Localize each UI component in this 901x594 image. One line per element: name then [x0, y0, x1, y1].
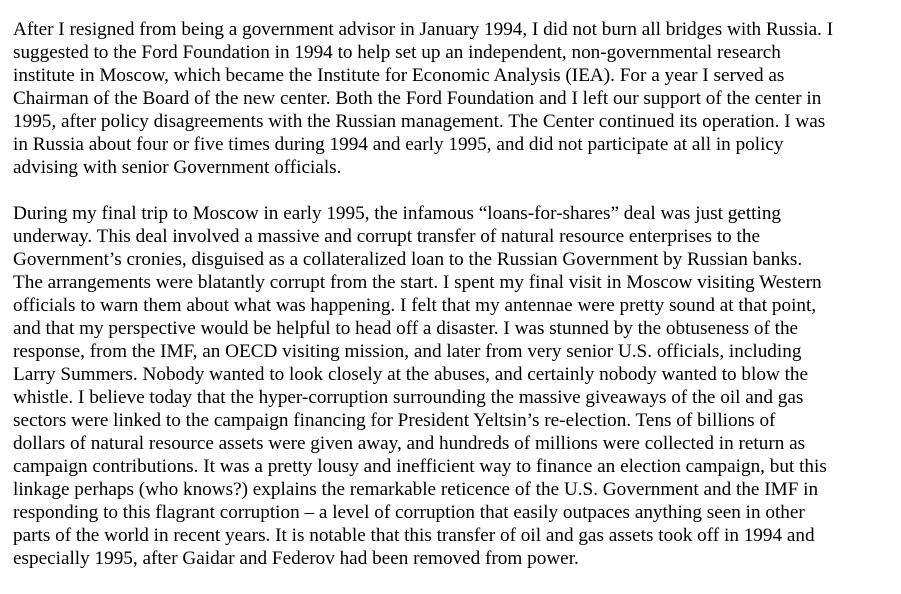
- text-line: Larry Summers. Nobody wanted to look closely at the abuses, and certainly nobody wanted to blow the: [13, 364, 809, 385]
- text-line: Chairman of the Board of the new center. Both the Ford Foundation and I left our support of the center in: [13, 88, 822, 109]
- text-line: The arrangements were blatantly corrupt from the start. I spent my final visit in Moscow visiting Western: [13, 272, 822, 293]
- paragraph-spacer: [13, 179, 893, 202]
- text-line: officials to warn them about what was happening. I felt that my antennae were pretty sound at that point,: [13, 295, 817, 316]
- text-line: especially 1995, after Gaidar and Federov had been removed from power.: [13, 548, 579, 569]
- text-line: response, from the IMF, an OECD visiting mission, and later from very senior U.S. officials, including: [13, 341, 802, 362]
- text-line: in Russia about four or five times during 1994 and early 1995, and did not participate at all in policy: [13, 134, 784, 155]
- text-line: institute in Moscow, which became the Institute for Economic Analysis (IEA). For a year I served as: [13, 65, 785, 86]
- text-line: linkage perhaps (who knows?) explains the remarkable reticence of the U.S. Government and the IMF in: [13, 479, 819, 500]
- paragraph-1: [13, 18, 893, 179]
- text-line: campaign contributions. It was a pretty lousy and inefficient way to finance an election campaign, but this: [13, 456, 827, 477]
- text-line: During my final trip to Moscow in early 1995, the infamous “loans-for-shares” deal was just getting: [13, 203, 782, 224]
- text-line: sectors were linked to the campaign financing for President Yeltsin’s re-election. Tens of billions of: [13, 410, 776, 431]
- text-line: dollars of natural resource assets were given away, and hundreds of millions were collected in return as: [13, 433, 806, 454]
- text-line: 1995, after policy disagreements with the Russian management. The Center continued its operation. I was: [13, 111, 826, 132]
- text-line: underway. This deal involved a massive and corrupt transfer of natural resource enterprises to the: [13, 226, 760, 247]
- text-line: After I resigned from being a government advisor in January 1994, I did not burn all bridges with Russia. I: [13, 19, 834, 40]
- text-line: and that my perspective would be helpful to head off a disaster. I was stunned by the obtuseness of the: [13, 318, 799, 339]
- text-line: responding to this flagrant corruption – a level of corruption that easily outpaces anything seen in other: [13, 502, 805, 523]
- text-line: whistle. I believe today that the hyper-corruption surrounding the massive giveaways of the oil and gas: [13, 387, 804, 408]
- text-line: suggested to the Ford Foundation in 1994 to help set up an independent, non-governmental research: [13, 42, 781, 63]
- paragraph-2: [13, 202, 893, 570]
- document-body: [13, 18, 893, 570]
- text-line: Government’s cronies, disguised as a collateralized loan to the Russian Government by Russian banks.: [13, 249, 803, 270]
- text-line: parts of the world in recent years. It is notable that this transfer of oil and gas assets took off in 1994 and: [13, 525, 815, 546]
- text-line: advising with senior Government officials.: [13, 157, 342, 178]
